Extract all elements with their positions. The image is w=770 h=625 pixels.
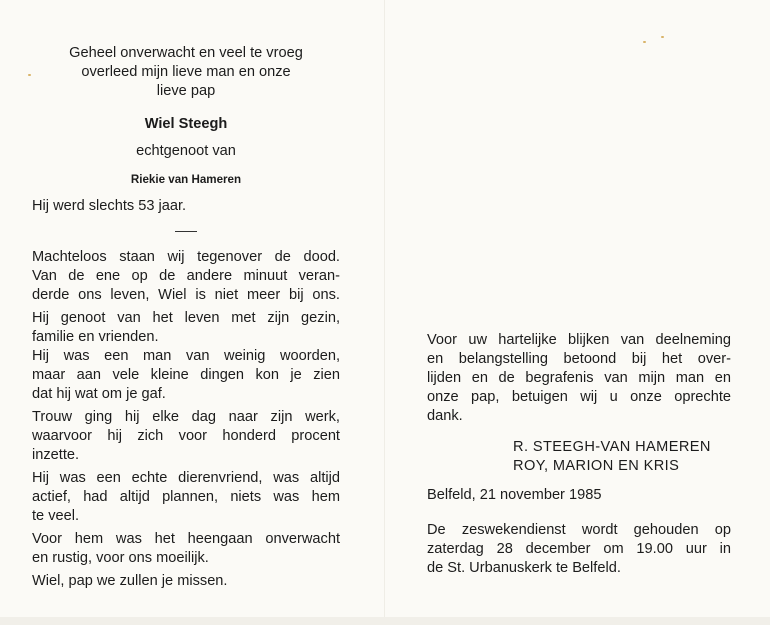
paper-speck [643,41,646,43]
paper-speck [661,36,664,38]
thanks-text [427,331,731,426]
text-line: zaterdag 28 december om 19.00 uur in [427,541,731,557]
separator-dash [175,231,197,232]
text-line: de St. Urbanuskerk te Belfeld. [427,560,621,576]
paragraph [32,309,340,347]
text-line: onze pap, betuigen wij u onze oprechte [427,389,731,405]
text-line: te veel. [32,508,80,524]
text-line: Hij genoot van het leven met zijn gezin, [32,310,340,326]
paragraph [32,408,340,465]
card-edge [0,617,770,625]
text-line: Voor uw hartelijke blijken van deelneming [427,332,731,348]
deceased-name: Wiel Steegh [144,116,228,132]
relation-text: echtgenoot van [136,143,236,159]
text-line: De zeswekendienst wordt gehouden op [427,522,731,538]
intro-line: Geheel onverwacht en veel te vroeg [69,45,303,61]
text-line: Wiel, pap we zullen je missen. [32,573,228,589]
text-line: derde ons leven, Wiel is niet meer bij ons. [32,287,340,303]
paragraph [32,248,340,305]
age-text: Hij werd slechts 53 jaar. [32,198,187,214]
text-line: en rustig, voor ons moeilijk. [32,550,209,566]
text-line: Hij was een man van weinig woorden, [32,348,340,364]
text-line: dat hij wat om je gaf. [32,386,166,402]
text-line: Machteloos staan wij tegenover de dood. [32,249,340,265]
text-line: lijden en de begrafenis van mijn man en [427,370,731,386]
intro-line: overleed mijn lieve man en onze [81,64,291,80]
signatory-line: ROY, MARION EN KRIS [513,458,680,474]
text-line: familie en vrienden. [32,329,159,345]
place-date: Belfeld, 21 november 1985 [427,487,602,503]
left-page [32,44,340,591]
spouse-name: Riekie van Hameren [130,173,242,186]
paragraph [32,572,340,591]
text-line: actief, had altijd plannen, niets was hem [32,489,340,505]
signatory-line: R. STEEGH-VAN HAMEREN [513,439,711,455]
paper-speck [28,74,31,76]
text-line: Trouw ging hij elke dag naar zijn werk, [32,409,340,425]
text-line: inzette. [32,447,80,463]
paragraph [32,469,340,526]
card-fold [384,0,385,625]
paragraph [32,347,340,404]
text-line: Van de ene op de andere minuut veran- [32,268,340,284]
intro-line: lieve pap [156,83,216,99]
paragraph [32,530,340,568]
text-line: maar aan vele kleine dingen kon je zien [32,367,340,383]
intro-text [32,44,340,101]
text-line: Voor hem was het heengaan onverwacht [32,531,340,547]
service-text [427,521,731,578]
text-line: waarvoor hij zich voor honderd procent [32,428,340,444]
signatories [513,438,731,476]
text-line: en belangstelling betoond bij het over- [427,351,731,367]
text-line: Hij was een echte dierenvriend, was altijd [32,470,340,486]
right-page [427,331,731,578]
text-line: dank. [427,408,463,424]
